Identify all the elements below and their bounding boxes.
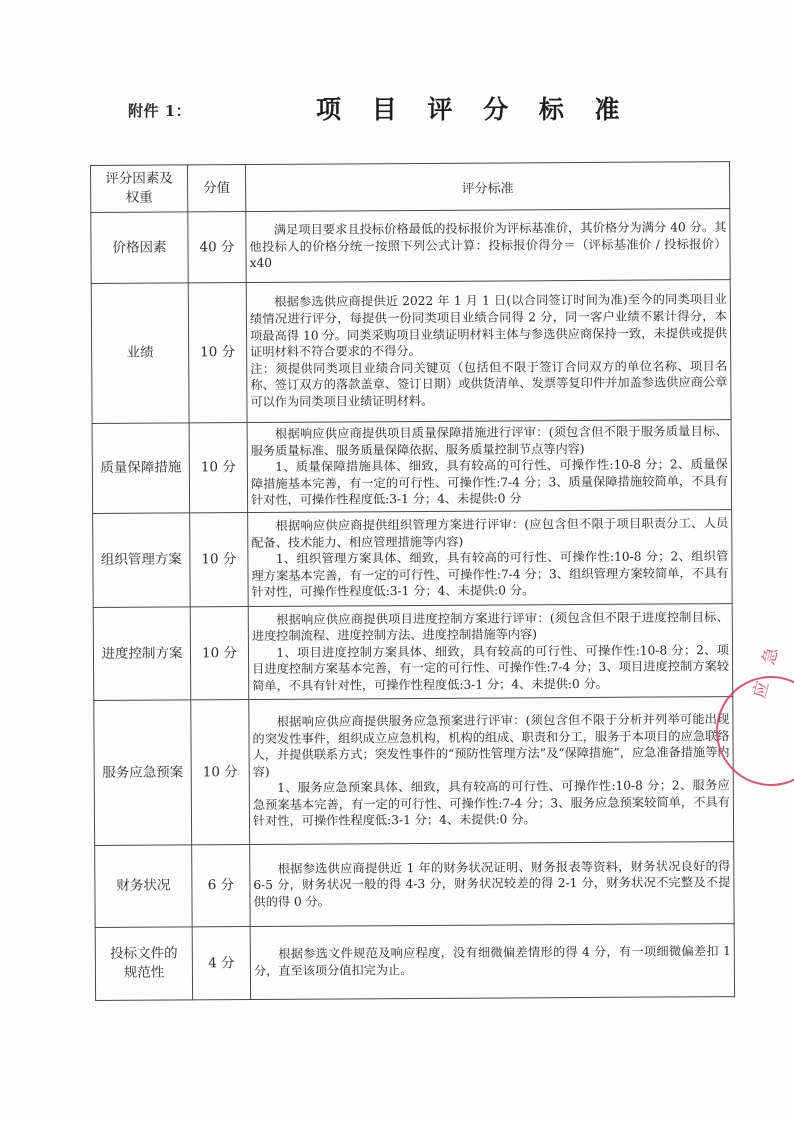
- criteria-paragraph: 根据响应供应商提供组织管理方案进行评审：(应包含但不限于项目职责分工、人员配备、技术能力、相应管理措施等内容): [251, 516, 729, 550]
- row-score: 10 分: [190, 607, 249, 700]
- criteria-paragraph: 1、组织管理方案具体、细致，具有较高的可行性、可操作性:10-8 分；2、组织管理方案基本完善，有一定的可行性、可操作性:7-4 分；3、组织管理方案较简单，不具有针对性，可操作性程度低:3-1 分；4、未提供:0 分。: [251, 549, 729, 600]
- stamp-char: 应: [749, 679, 774, 701]
- table-row: [91, 209, 730, 284]
- row-factor-line1: 投标文件的: [110, 945, 178, 962]
- row-factor: 组织管理方案: [93, 513, 191, 608]
- row-criteria: [246, 209, 730, 283]
- table-row: [95, 924, 734, 1001]
- row-criteria: [250, 924, 734, 1000]
- row-factor-line2: 规范性: [123, 964, 165, 981]
- row-score: 10 分: [188, 283, 247, 423]
- row-criteria: [249, 697, 734, 845]
- row-score: 10 分: [191, 700, 250, 845]
- row-criteria: [250, 842, 734, 927]
- criteria-paragraph: 根据参选供应商提供近 2022 年 1 月 1 日(以合同签订时间为准)至今的同类项目业绩情况进行评分，每提供一份同类项目业绩合同得 2 分，同一客户业绩不累计得分，本项最高得 10 分。同类采购项目业绩证明材料主体与参选供应商保持一致，未提供或提供证明材料不符合要求的不得分。: [249, 292, 728, 360]
- row-factor: 服务应急预案: [94, 700, 192, 846]
- table-row: [93, 510, 733, 608]
- row-score: 4 分: [192, 927, 250, 1000]
- criteria-paragraph: 根据响应供应商提供项目进度控制方案进行评审：(须包含但不限于进度控制目标、进度控制流程、进度控制方法、进度控制措施等内容): [251, 609, 729, 644]
- criteria-paragraph: 根据参选文件规范及响应程度，没有细微偏差情形的得 4 分，有一项细微偏差扣 1 分，直至该项分值扣完为止。: [253, 944, 731, 979]
- row-criteria: [248, 510, 733, 607]
- row-factor: 价格因素: [91, 212, 188, 284]
- header-factor-line1: 评分因素及: [105, 170, 173, 187]
- header-score: 分值: [188, 165, 246, 212]
- row-criteria: [248, 604, 733, 700]
- row-factor: 进度控制方案: [93, 607, 191, 701]
- criteria-paragraph: 根据响应供应商提供项目质量保障措施进行评审：(须包含但不限于服务质量目标、服务质量标准、服务质量保障依据、服务质量控制节点等内容): [250, 424, 728, 458]
- table-row: [95, 842, 734, 928]
- header-factor-line2: 权重: [125, 189, 153, 206]
- stamp-char: 急: [758, 645, 783, 667]
- criteria-paragraph: 满足项目要求且投标价格最低的投标报价为评标基准价，其价格分为满分 40 分。其他投标人的价格分统一按照下列公式计算：投标报价得分＝（评标基准价 / 投标报价）x40: [249, 220, 727, 271]
- row-factor: 业绩: [91, 283, 189, 424]
- criteria-paragraph: 根据响应供应商提供服务应急预案进行评审：(须包含但不限于分析并列举可能出现的突发性事件，组织成立应急机构，机构的组成、职责和分工，服务于本项目的应急联络人，并提供联系方式；突发性事件的“预防性管理方法”及“保障措施”，应急准备措施等内容): [252, 712, 730, 779]
- criteria-paragraph: 1、服务应急预案具体、细致，具有较高的可行性、可操作性:10-8 分；2、服务应急预案基本完善，有一定的可行性、可操作性:7-4 分；3、服务应急预案较简单，不具有针对性，可操作性程度低:3-1 分；4、未提供:0 分。: [252, 778, 730, 829]
- row-factor: 质量保障措施: [92, 423, 190, 514]
- table-header-row: [91, 162, 730, 213]
- table-row: [92, 420, 732, 514]
- header-criteria: 评分标准: [246, 162, 730, 212]
- row-factor: [95, 927, 192, 1001]
- header-factor: [91, 165, 188, 213]
- document-title: 项 目 评 分 标 准: [316, 95, 631, 124]
- row-criteria: [247, 420, 732, 513]
- row-score: 40 分: [188, 212, 246, 283]
- criteria-paragraph: 1、质量保障措施具体、细致，具有较高的可行性、可操作性:10-8 分；2、质量保障措施基本完善，有一定的可行性、可操作性:7-4 分；3、质量保障措施较简单，不具有针对性，可操作性程度低:3-1 分；4、未提供:0 分: [250, 457, 728, 508]
- criteria-paragraph: 1、项目进度控制方案具体、细致，具有较高的可行性、可操作性:10-8 分；2、项目进度控制方案基本完善，有一定的可行性、可操作性:7-4 分；3、项目进度控制方案较简单，不具有针对性，可操作性程度低:3-1 分；4、未提供:0 分。: [252, 642, 730, 693]
- row-score: 10 分: [189, 423, 248, 513]
- table-row: [94, 697, 734, 846]
- scoring-criteria-table: [90, 161, 735, 1001]
- attachment-label: 附件 1：: [128, 102, 192, 120]
- criteria-note: 注：须提供同类项目业绩合同关键页（包括但不限于签订合同双方的单位名称、项目名称、签订双方的落款盖章、签订日期）或供货清单、发票等复印件并加盖参选供应商公章可以作为同类项目业绩证明材料。: [250, 358, 728, 410]
- row-score: 6 分: [192, 845, 250, 927]
- table-row: [91, 280, 731, 424]
- criteria-paragraph: 根据参选供应商提供近 1 年的财务状况证明、财务报表等资料，财务状况良好的得 6-5 分，财务状况一般的得 4-3 分，财务状况较差的得 2-1 分，财务状况不完整及不提供的得 0 分。: [253, 858, 731, 909]
- row-factor: 财务状况: [95, 845, 192, 928]
- table-row: [93, 604, 733, 701]
- row-score: 10 分: [190, 513, 249, 607]
- row-criteria: [246, 280, 731, 423]
